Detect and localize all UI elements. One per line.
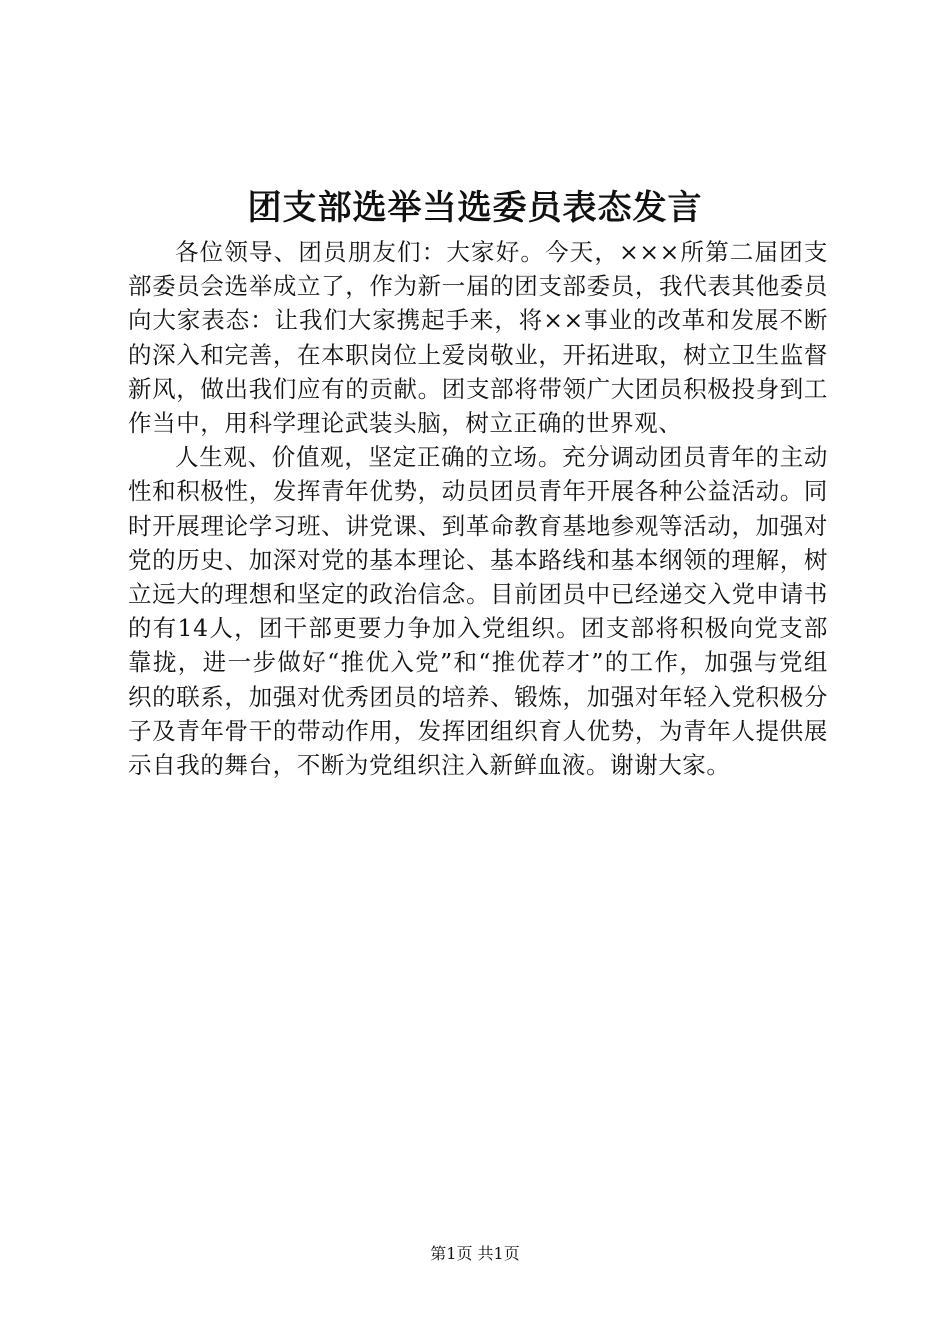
paragraph-1: 各位领导、团员朋友们：大家好。今天，×××所第二届团支部委员会选举成立了，作为新一届的团支部委员，我代表其他委员向大家表态：让我们大家携起手来，将××事业的改革和发展不断的深入和完善，在本职岗位上爱岗敬业，开拓进取，树立卫生监督新风，做出我们应有的贡献。团支部将带领广大团员积极投身到工作当中，用科学理论武装头脑，树立正确的世界观、 xyxy=(128,238,828,438)
document-body xyxy=(128,235,828,782)
page-footer: 第1页 共1页 xyxy=(430,1244,520,1263)
document-title: 团支部选举当选委员表态发言 xyxy=(247,188,703,228)
paragraph-2: 人生观、价值观，坚定正确的立场。充分调动团员青年的主动性和积极性，发挥青年优势，动员团员青年开展各种公益活动。同时开展理论学习班、讲党课、到革命教育基地参观等活动，加强对党的历史、加深对党的基本理论、基本路线和基本纲领的理解，树立远大的理想和坚定的政治信念。目前团员中已经递交入党申请书的有14人，团干部更要力争加入党组织。团支部将积极向党支部靠拢，进一步做好“推优入党”和“推优荐才”的工作，加强与党组织的联系，加强对优秀团员的培养、锻炼，加强对年轻入党积极分子及青年骨干的带动作用，发挥团组织育人优势，为青年人提供展示自我的舞台，不断为党组织注入新鲜血液。谢谢大家。 xyxy=(128,443,828,780)
